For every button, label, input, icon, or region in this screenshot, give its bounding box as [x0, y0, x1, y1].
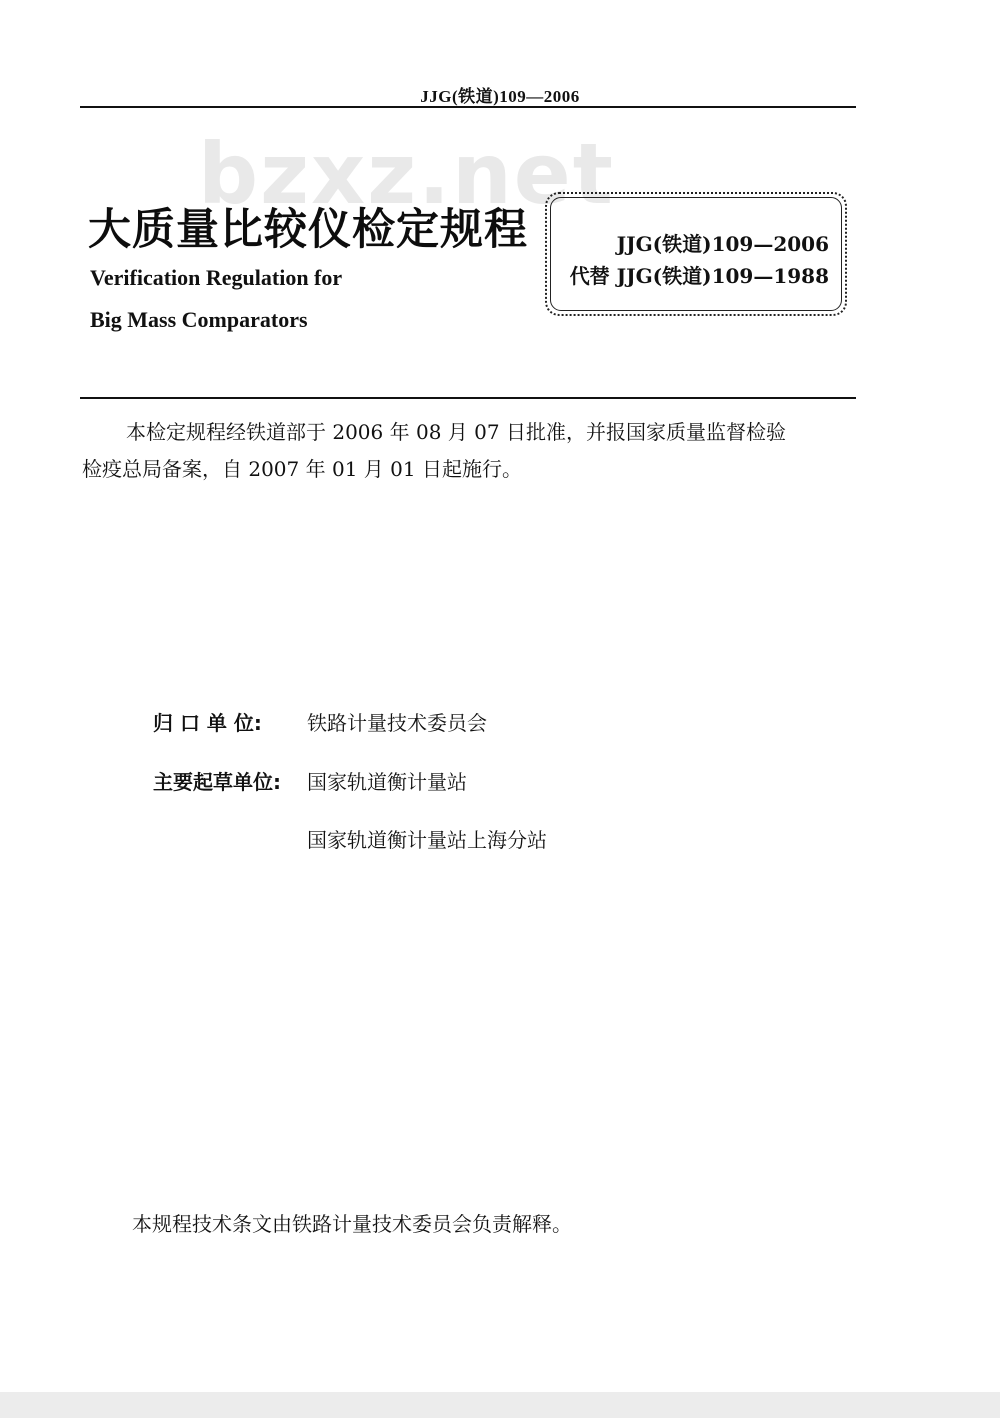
approval-line-2: 检疫总局备案，自 2007 年 01 月 01 日起施行。: [82, 457, 522, 481]
interpretation-note: 本规程技术条文由铁路计量技术委员会负责解释。: [132, 1212, 572, 1236]
title-chinese: 大质量比较仪检定规程: [88, 205, 528, 255]
drafting-unit-value-2: 国家轨道衡计量站上海分站: [307, 828, 547, 852]
section-rule: [80, 397, 856, 399]
replaced-standard-code: 代替 JJG(铁道)109—1988: [569, 264, 829, 288]
header-standard-code: JJG(铁道)109—2006: [420, 87, 580, 106]
drafting-unit-label: 主要起草单位:: [153, 770, 281, 794]
watermark: bzxz.net: [198, 125, 615, 223]
header-rule: [80, 106, 856, 108]
approval-line-1: 本检定规程经铁道部于 2006 年 08 月 07 日批准，并报国家质量监督检验: [126, 420, 786, 444]
approval-statement: [82, 414, 862, 488]
title-english-line1: Verification Regulation for: [90, 265, 343, 290]
responsible-unit-label: 归 口 单 位:: [153, 711, 262, 735]
standard-code-box: [545, 192, 847, 316]
page-bottom-edge: [0, 1392, 1000, 1418]
title-english-line2: Big Mass Comparators: [90, 307, 308, 332]
current-standard-code: JJG(铁道)109—2006: [616, 232, 829, 256]
responsible-unit-value: 铁路计量技术委员会: [307, 711, 487, 735]
drafting-unit-value-1: 国家轨道衡计量站: [307, 770, 467, 794]
